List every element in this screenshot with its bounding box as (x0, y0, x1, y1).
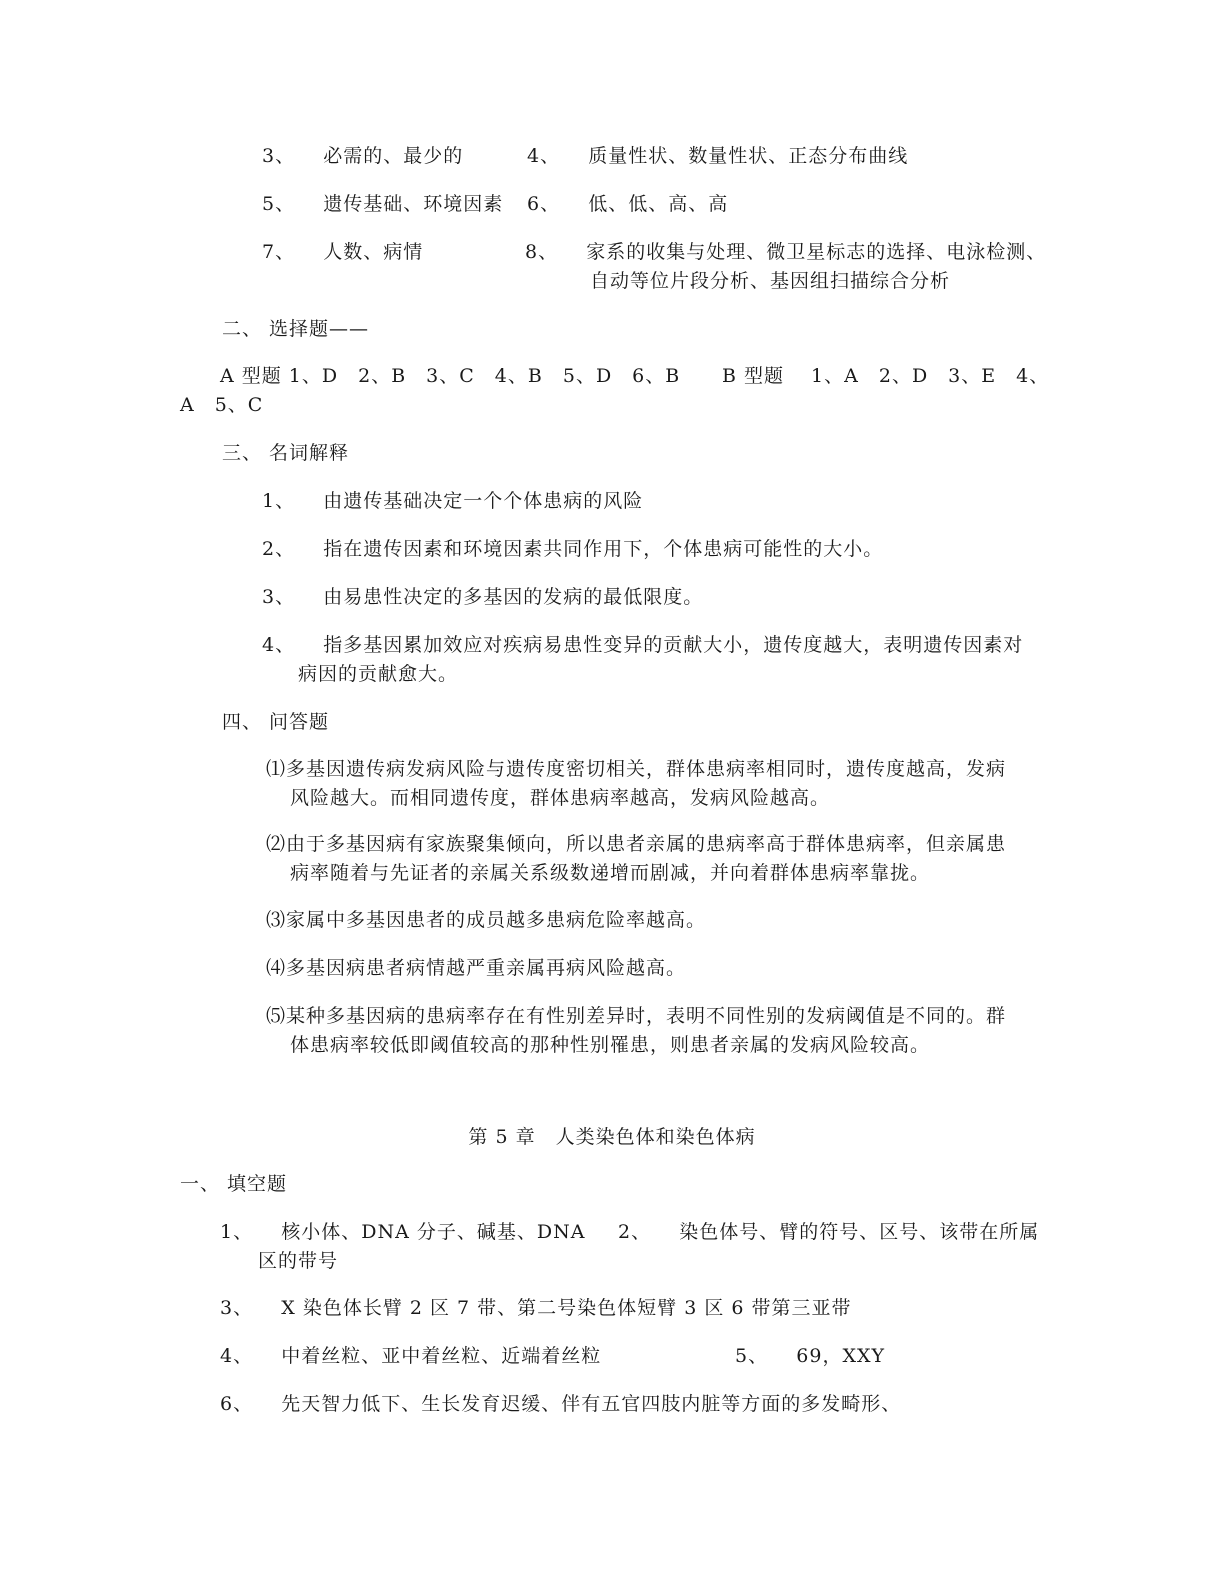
ch5-answer-3 (220, 1294, 852, 1322)
section2-a-type-answers: A 型题 1、D 2、B 3、C 4、B 5、D 6、B (220, 365, 681, 387)
ch5-answer-1-text: 核小体、DNA 分子、碱基、DNA (281, 1221, 586, 1243)
ch5-answer-1 (220, 1218, 585, 1246)
ch5-answer-5 (735, 1342, 885, 1370)
qa-item-3: ⑶家属中多基因患者的成员越多患病危险率越高。 (266, 909, 707, 931)
ch5-answer-2-num: 2、 (618, 1221, 652, 1243)
ch5-answer-3-num: 3、 (220, 1297, 254, 1319)
qa-item-1: ⑴多基因遗传病发病风险与遗传度密切相关，群体患病率相同时，遗传度越高，发病 (266, 758, 1007, 780)
chapter-title: 第 5 章 人类染色体和染色体病 (468, 1126, 756, 1148)
answer-8-text: 家系的收集与处理、微卫星标志的选择、电泳检测、 (586, 241, 1047, 263)
term-definition-3 (262, 583, 703, 611)
term-1-text: 由遗传基础决定一个个体患病的风险 (323, 490, 644, 512)
qa-item-5: ⑸某种多基因病的患病率存在有性别差异时，表明不同性别的发病阈值是不同的。群 (266, 1005, 1007, 1027)
answer-3-num: 3、 (262, 145, 296, 167)
term-2-text: 指在遗传因素和环境因素共同作用下，个体患病可能性的大小。 (323, 538, 884, 560)
answer-7-text: 人数、病情 (323, 241, 424, 263)
qa-item-4: ⑷多基因病患者病情越严重亲属再病风险越高。 (266, 957, 687, 979)
answer-6 (527, 190, 728, 218)
chapter5-heading: 一、 填空题 (180, 1173, 288, 1195)
ch5-answer-4 (220, 1342, 601, 1370)
ch5-answer-5-num: 5、 (735, 1345, 769, 1367)
section2-heading: 二、 选择题—— (222, 318, 370, 340)
term-3-text: 由易患性决定的多基因的发病的最低限度。 (323, 586, 704, 608)
section4-heading: 四、 问答题 (222, 711, 330, 733)
section2-b-type-answers-continued: A 5、C (180, 394, 264, 416)
answer-8 (525, 238, 1046, 266)
answer-7-num: 7、 (262, 241, 296, 263)
ch5-answer-5-text: 69，XXY (796, 1345, 886, 1367)
answer-4-text: 质量性状、数量性状、正态分布曲线 (588, 145, 909, 167)
ch5-answer-2-continued: 区的带号 (258, 1250, 339, 1272)
answer-6-num: 6、 (527, 193, 561, 215)
answer-3-text: 必需的、最少的 (323, 145, 464, 167)
ch5-answer-6 (220, 1390, 901, 1418)
answer-7 (262, 238, 423, 266)
term-definition-4 (262, 631, 1023, 659)
qa-item-1-continued: 风险越大。而相同遗传度，群体患病率越高，发病风险越高。 (290, 787, 831, 809)
term-1-num: 1、 (262, 490, 296, 512)
section3-heading: 三、 名词解释 (222, 442, 350, 464)
qa-item-2: ⑵由于多基因病有家族聚集倾向，所以患者亲属的患病率高于群体患病率，但亲属患 (266, 833, 1007, 855)
answer-4 (527, 142, 908, 170)
ch5-answer-1-num: 1、 (220, 1221, 254, 1243)
ch5-answer-4-num: 4、 (220, 1345, 254, 1367)
answer-3 (262, 142, 463, 170)
answer-4-num: 4、 (527, 145, 561, 167)
ch5-answer-6-num: 6、 (220, 1393, 254, 1415)
term-definition-4-continued: 病因的贡献愈大。 (298, 663, 459, 685)
answer-5-text: 遗传基础、环境因素 (323, 193, 504, 215)
term-4-text: 指多基因累加效应对疾病易患性变异的贡献大小，遗传度越大，表明遗传因素对 (323, 634, 1024, 656)
ch5-answer-3-text: X 染色体长臂 2 区 7 带、第二号染色体短臂 3 区 6 带第三亚带 (281, 1297, 852, 1319)
answer-5-num: 5、 (262, 193, 296, 215)
term-2-num: 2、 (262, 538, 296, 560)
ch5-answer-6-text: 先天智力低下、生长发育迟缓、伴有五官四肢内脏等方面的多发畸形、 (281, 1393, 902, 1415)
term-4-num: 4、 (262, 634, 296, 656)
qa-item-5-continued: 体患病率较低即阈值较高的那种性别罹患，则患者亲属的发病风险较高。 (290, 1034, 931, 1056)
term-definition-1 (262, 487, 643, 515)
answer-8-continued: 自动等位片段分析、基因组扫描综合分析 (590, 270, 951, 292)
ch5-answer-2-text: 染色体号、臂的符号、区号、该带在所属 (679, 1221, 1040, 1243)
term-definition-2 (262, 535, 883, 563)
section2-b-type-answers: B 型题 1、A 2、D 3、E 4、 (722, 365, 1050, 387)
qa-item-2-continued: 病率随着与先证者的亲属关系级数递增而剧减，并向着群体患病率靠拢。 (290, 862, 931, 884)
answer-6-text: 低、低、高、高 (588, 193, 729, 215)
term-3-num: 3、 (262, 586, 296, 608)
ch5-answer-2 (618, 1218, 1039, 1246)
ch5-answer-4-text: 中着丝粒、亚中着丝粒、近端着丝粒 (281, 1345, 602, 1367)
answer-8-num: 8、 (525, 241, 559, 263)
answer-5 (262, 190, 503, 218)
